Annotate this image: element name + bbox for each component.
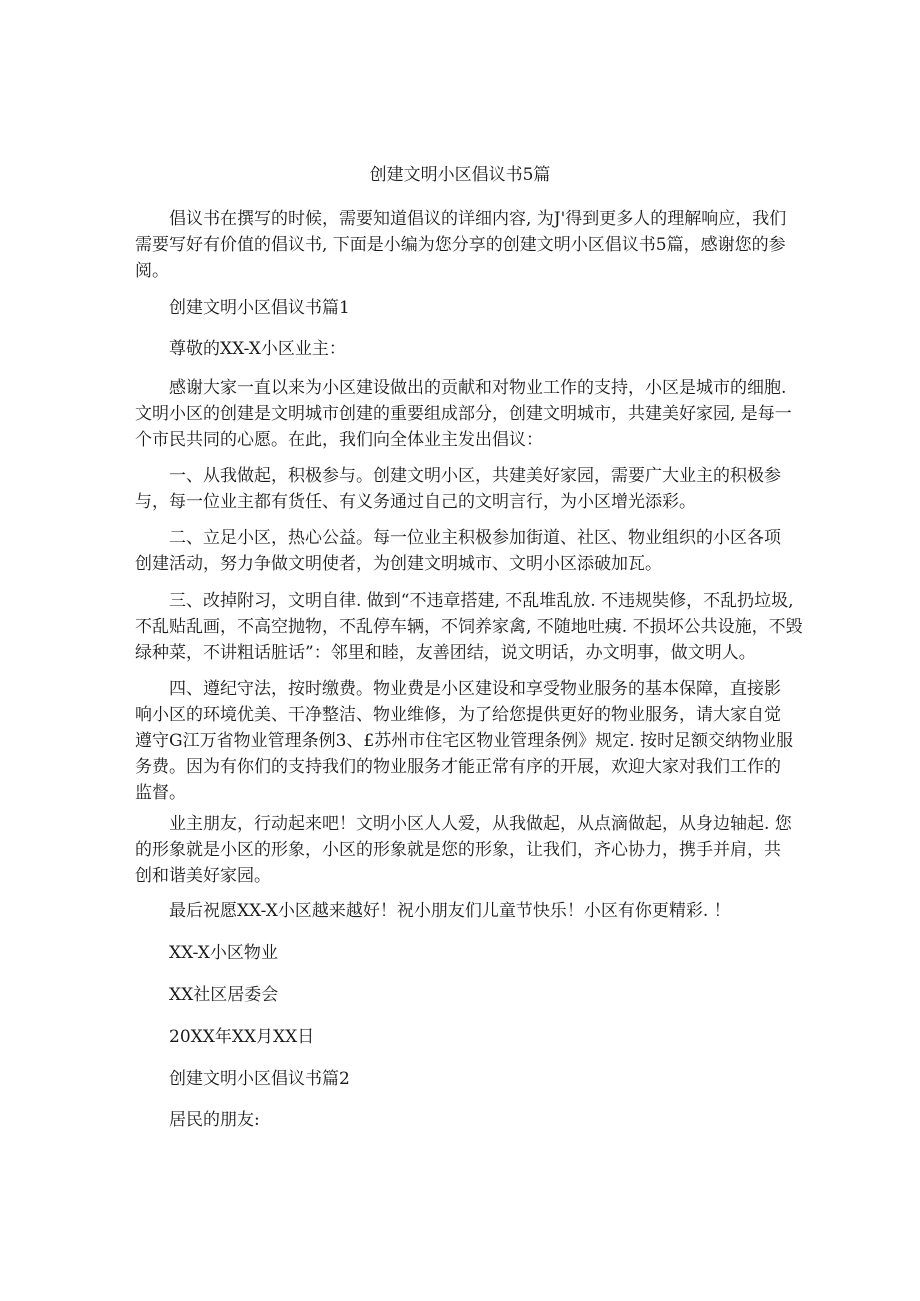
paragraph-line: 二、立足小区，热心公益。每一位业主积极参加街道、社区、物业组织的小区各项 [169, 528, 781, 548]
document-title: 创建文明小区倡议书5篇 [369, 165, 551, 185]
intro-line: 倡议书在撰写的时候，需要知道倡议的详细内容, 为J'得到更多人的理解响应，我们 [169, 209, 787, 229]
paragraph-line: 务费。因为有你们的支持我们的物业服务才能正常有序的开展，欢迎大家对我们工作的 [135, 757, 781, 777]
paragraph-line: 监督。 [135, 783, 186, 803]
paragraph-line: 一、从我做起，积极参与。创建文明小区，共建美好家园，需要广大业主的积极参 [169, 466, 781, 486]
paragraph-1 [135, 375, 792, 453]
paragraph-4 [135, 588, 803, 666]
paragraph-line: 遵守G江万省物业管理条例3、£苏州市住宅区物业管理条例》规定. 按时足额交纳物业服 [135, 731, 794, 751]
paragraph-line: 四、遵纪守法，按时缴费。物业费是小区建设和享受物业服务的基本保障，直接影 [169, 679, 781, 699]
intro-line: 阅。 [135, 261, 169, 281]
paragraph-line: 业主朋友，行动起来吧！文明小区人人爱，从我做起，从点滴做起，从身边轴起. 您 [169, 814, 792, 834]
intro-paragraph [135, 206, 785, 284]
paragraph-line: 绿种菜，不讲粗话脏话”：邻里和睦，友善团结，说文明话，办文明事，做文明人。 [135, 643, 756, 663]
paragraph-line: 不乱贴乱画，不高空抛物，不乱停车辆，不饲养家禽, 不随地吐痍. 不损坏公共设施，不毁 [135, 617, 803, 637]
paragraph-line: 响小区的环境优美、干净整洁、物业维修，为了给您提供更好的物业服务，请大家自觉 [135, 705, 781, 725]
salutation: 尊敬的XX-X小区业主： [169, 339, 346, 359]
paragraph-line: 文明小区的创建是文明城市创建的重要组成部分，创建文明城市，共建美好家园, 是每一 [135, 404, 792, 424]
paragraph-6 [135, 811, 792, 889]
section2-salutation: 居民的朋友: [169, 1110, 260, 1130]
intro-line: 需要写好有价值的倡议书, 下面是小编为您分享的创建文明小区倡议书5篇，感谢您的参 [135, 235, 786, 255]
paragraph-line: 与，每一位业主都有货任、有义务通过自己的文明言行，为小区增光添彩。 [135, 492, 696, 512]
paragraph-2 [135, 463, 785, 515]
paragraph-line: 三、改掉附习，文明自律. 做到“不违章搭建, 不乱堆乱放. 不违规奘修，不乱扔垃圾, [169, 591, 794, 611]
section2-heading: 创建文明小区倡议书篇2 [169, 1069, 350, 1089]
paragraph-3 [135, 525, 785, 577]
paragraph-5 [135, 676, 794, 806]
paragraph-line: 创建活动，努力争做文明使者，为创建文明城市、文明小区添破加瓦。 [135, 554, 662, 574]
signature-committee: XX社区居委会 [169, 985, 279, 1005]
signature-date: 20XX年XX月XX日 [169, 1027, 315, 1047]
closing-wishes: 最后祝愿XX-X小区越来越好！祝小朋友们儿童节快乐！小区有你更精彩. ！ [169, 901, 731, 921]
paragraph-line: 感谢大家一直以来为小区建设做出的贡献和对物业工作的支持，小区是城市的细胞. [169, 378, 787, 398]
paragraph-line: 创和谐美好家园。 [135, 866, 271, 886]
signature-property: XX-X小区物业 [169, 943, 278, 963]
paragraph-line: 的形象就是小区的形象，小区的形象就是您的形象，让我们，齐心协力，携手并肩，共 [135, 840, 781, 860]
paragraph-line: 个市民共同的心愿。在此，我们向全体业主发出倡议： [135, 430, 543, 450]
section1-heading: 创建文明小区倡议书篇1 [169, 298, 350, 318]
